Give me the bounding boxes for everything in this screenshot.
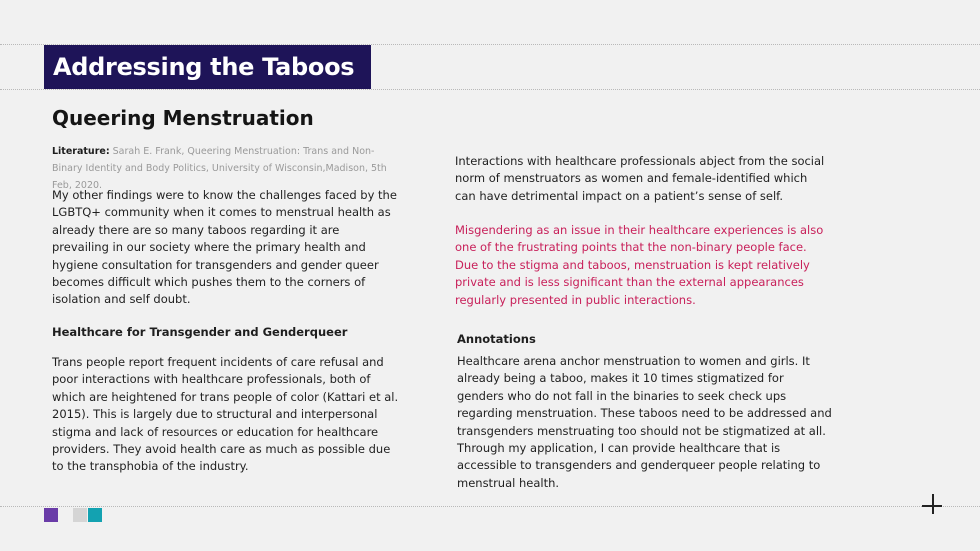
literature-text: Sarah E. Frank, Queering Menstruation: Trans and Non-Binary Identity and Body Politics, University of Wisconsin,Madison, 5th Feb, 2020. [52, 146, 387, 191]
section-subtitle: Queering Menstruation [52, 106, 314, 130]
healthcare-paragraph: Trans people report frequent incidents of care refusal and poor interactions with healthcare professionals, both of which are heightened for trans people of color (Kattari et al. 2015). This is largely due to structural and interpersonal stigma and lack of resources or education for healthcare providers. They avoid health care as much as possible due to the transphobia of the industry. [52, 355, 399, 474]
title-banner [44, 45, 371, 89]
page-title: Addressing the Taboos [53, 53, 355, 81]
healthcare-heading: Healthcare for Transgender and Genderqueer [52, 325, 348, 339]
misgendering-paragraph: Misgendering as an issue in their healthcare experiences is also one of the frustrating points that the non-binary people face. Due to the stigma and taboos, menstruation is kept relatively private and is less significant than the external appearances regularly presented in public interactions. [455, 223, 824, 307]
annotations-paragraph: Healthcare arena anchor menstruation to women and girls. It already being a taboo, makes it 10 times stigmatized for genders who do not fall in the binaries to seek check ups regarding menstruation. These taboos need to be addressed and transgenders menstruating too should not be stigmatized at all. Through my application, I can provide healthcare that is accessible to transgenders and genderqueer people relating to menstrual health. [457, 354, 832, 490]
footer-divider [0, 506, 980, 507]
literature-label: Literature: [52, 146, 110, 157]
teal-square-decoration [88, 508, 102, 522]
crosshair-icon [922, 494, 942, 514]
annotations-heading: Annotations [457, 332, 536, 346]
intro-paragraph: My other findings were to know the challenges faced by the LGBTQ+ community when it comes to menstrual health as already there are so many taboos regarding it are prevailing in our society where the primary health and hygiene consultation for transgenders and gender queer becomes difficult which pushes them to the corners of isolation and self doubt. [52, 188, 397, 307]
header-divider [0, 89, 980, 90]
purple-square-decoration [44, 508, 58, 522]
gray-square-decoration [73, 508, 87, 522]
interactions-paragraph: Interactions with healthcare professionals abject from the social norm of menstruators as women and female-identified which can have detrimental impact on a patient’s sense of self. [455, 154, 825, 203]
